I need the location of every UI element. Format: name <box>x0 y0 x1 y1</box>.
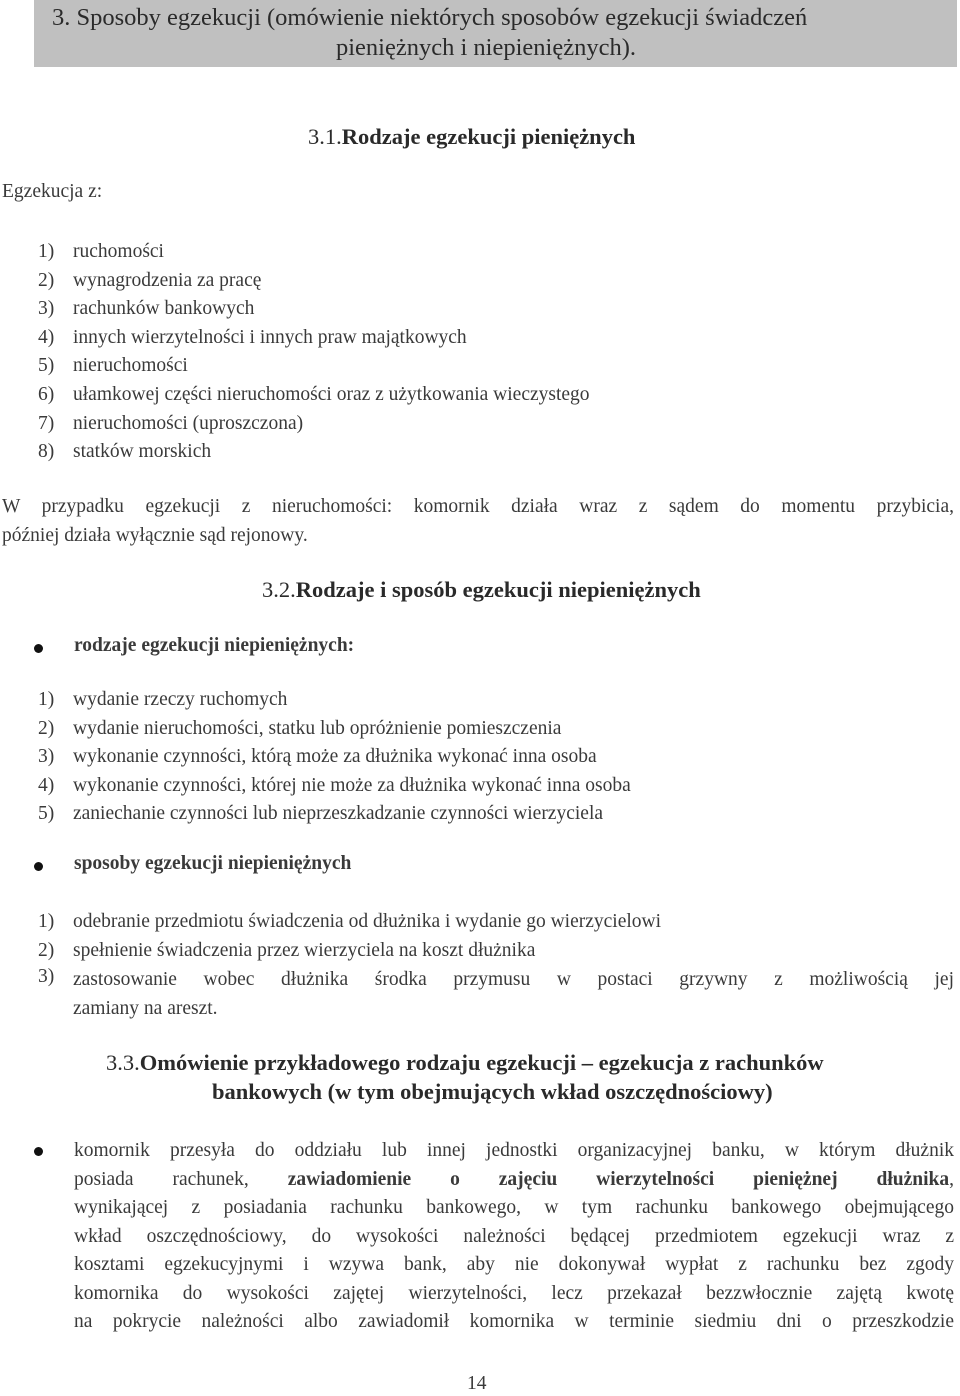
subsection-title: Rodzaje egzekucji pieniężnych <box>341 124 636 149</box>
list-item: 8) statków morskich <box>38 441 212 463</box>
subsection-number: 3.2. <box>262 577 296 602</box>
list-item: 5) zaniechanie czynności lub nieprzeszkadzanie czynności wierzyciela <box>38 803 604 825</box>
subsection-title: Rodzaje i sposób egzekucji niepieniężnych <box>295 577 701 602</box>
list-item: 1) odebranie przedmiotu świadczenia od dłużnika i wydanie go wierzycielowi <box>38 911 662 932</box>
page-number: 14 <box>467 1373 487 1394</box>
rodzaje-heading: rodzaje egzekucji niepieniężnych: <box>74 635 355 656</box>
sposoby-heading: sposoby egzekucji niepieniężnych <box>74 853 352 874</box>
list-item: 2) wynagrodzenia za pracę <box>38 269 262 291</box>
bullet-icon <box>34 862 43 871</box>
section-title-line-2: pieniężnych i niepieniężnych). <box>336 34 636 61</box>
subsection-title-line-2: bankowych (w tym obejmujących wkład oszczędnościowy) <box>212 1079 773 1104</box>
nieruchomosci-paragraph: W przypadku egzekucji z nieruchomości: komornik działa wraz z sądem do momentu przybicia, później działa wyłącznie sąd rejonowy. <box>2 496 954 546</box>
sposoby-item-3: zastosowanie wobec dłużnika środka przymusu w postaci grzywny z możliwością jej zamiany na areszt. <box>73 969 954 1019</box>
list-item: 6) ułamkowej części nieruchomości oraz z użytkowania wieczystego <box>38 383 590 405</box>
list-item: 7) nieruchomości (uproszczona) <box>38 412 304 434</box>
list-item: 3) rachunków bankowych <box>38 298 255 320</box>
list-item: 2) wydanie nieruchomości, statku lub opróżnienie pomieszczenia <box>38 717 562 739</box>
list-item: 4) wykonanie czynności, której nie może za dłużnika wykonać inna osoba <box>38 774 631 796</box>
list-item: 5) nieruchomości <box>38 355 188 377</box>
bullet-icon <box>34 644 43 653</box>
list-item: 2) spełnienie świadczenia przez wierzyciela na koszt dłużnika <box>38 939 536 961</box>
list-item-number: 3) <box>38 966 55 987</box>
list-item: 4) innych wierzytelności i innych praw majątkowych <box>38 326 467 348</box>
rodzaje-list <box>38 686 631 829</box>
egzekucja-list <box>38 238 590 467</box>
subsection-3-3-heading-line-2 <box>212 1079 773 1105</box>
bullet-icon <box>34 1147 43 1156</box>
list-item: 3) wykonanie czynności, którą może za dłużnika wykonać inna osoba <box>38 746 597 768</box>
subsection-title-line-1: Omówienie przykładowego rodzaju egzekucji – egzekucja z rachunków <box>139 1050 824 1075</box>
sposoby-list <box>38 908 661 965</box>
subsection-3-2-heading <box>262 577 701 603</box>
list-item: 1) ruchomości <box>38 241 164 262</box>
section-title-line-1: 3. Sposoby egzekucji (omówienie niektórych sposobów egzekucji świadczeń <box>52 4 808 31</box>
subsection-number: 3.1. <box>308 124 342 149</box>
egzekucja-intro: Egzekucja z: <box>2 181 103 202</box>
list-item: 1) wydanie rzeczy ruchomych <box>38 689 288 710</box>
subsection-3-1-heading <box>308 124 635 150</box>
komornik-paragraph: komornik przesyła do oddziału lub innej jednostki organizacyjnej banku, w którym dłużnik posiada rachunek, zawiadomienie o zajęciu wierzytelności pieniężnej dłużnika, wynikającej z posiadania rachunku bankowego, w tym rachunku bankowego obejmującego wkład oszczędnościowy, do wysokości należności będącej przedmiotem egzekucji wraz z kosztami egzekucyjnymi i wzywa bank, aby nie dokonywał wypłat z rachunku bez zgody komornika do wysokości zajętej wierzytelności, lecz przekazał bezzwłocznie zajętą kwotę na pokrycie należności albo zawiadomił komornika w terminie siedmiu dni o przeszkodzie <box>74 1140 954 1332</box>
subsection-number: 3.3. <box>106 1050 140 1075</box>
subsection-3-3-heading <box>106 1050 824 1076</box>
